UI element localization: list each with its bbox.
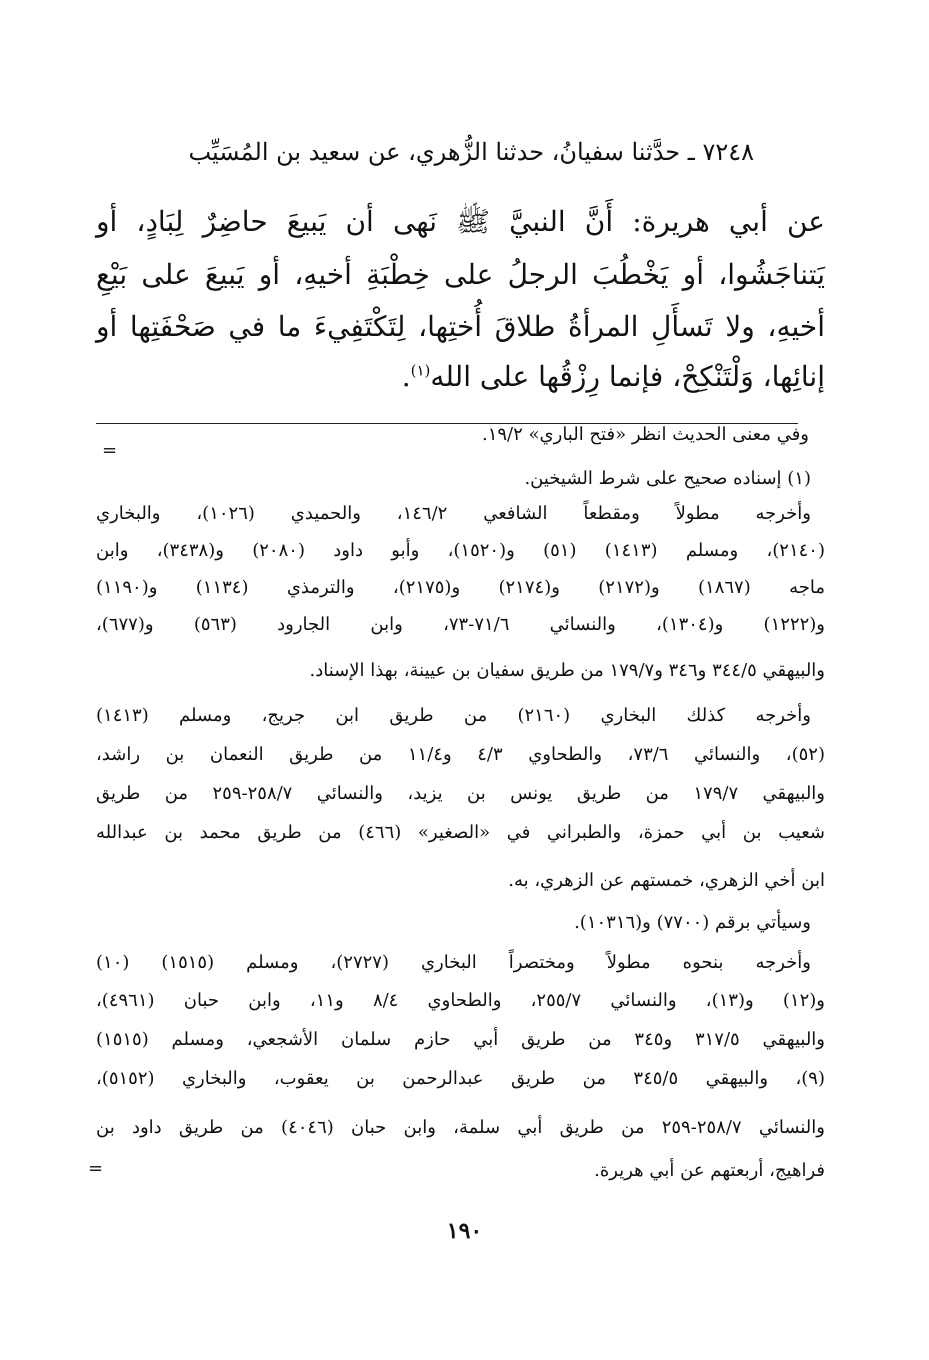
footnote-line: ابن أخي الزهري، خمستهم عن الزهري، به. [508,870,825,891]
hadith-line-4: أخيهِ، ولا تَسأَلِ المرأةُ طلاقَ أُختِها، لِتَكْتَفِيءَ ما في صَحْفَتِها أو [96,310,825,343]
hadith-line-5 [340,360,825,393]
footnote-line: شعيب بن أبي حمزة، والطبراني في «الصغير» (٤٦٦) من طريق محمد بن عبدالله [96,822,825,843]
footnote-line: وأخرجه كذلك البخاري (٢١٦٠) من طريق ابن جريج، ومسلم (١٤١٣) [96,705,811,726]
footnote-line: (٢١٤٠)، ومسلم (١٤١٣) (٥١) و(١٥٢٠)، وأبو داود (٢٠٨٠) و(٣٤٣٨)، وابن [96,540,825,561]
footnote-line: و(١٢٢٢) و(١٣٠٤)، والنسائي ٧١/٦-٧٣، وابن الجارود (٥٦٣) و(٦٧٧)، [96,614,825,635]
footnote-line: والبيهقي ٣٤٤/٥ و٣٤٦ و١٧٩/٧ من طريق سفيان بن عيينة، بهذا الإسناد. [309,660,825,681]
footnote-line: ماجه (١٨٦٧) و(٢١٧٢) و(٢١٧٤) و(٢١٧٥)، والترمذي (١١٣٤) و(١١٩٠) [96,577,825,598]
footnote-line: فراهيج، أربعتهم عن أبي هريرة. [594,1160,825,1181]
hadith-line-2: عن أبي هريرة: أَنَّ النبيَّ ﷺ نَهى أن يَبيعَ حاضِرٌ لِبَادٍ، أو [96,205,825,238]
footnote-1-heading: (١) إسناده صحيح على شرط الشيخين. [524,468,811,489]
footnote-reference: (١) [410,361,431,380]
footnote-line: والبيهقي ٣١٧/٥ و٣٤٥ من طريق أبي حازم سلمان الأشجعي، ومسلم (١٥١٥) [96,1029,825,1050]
footnote-line: (٩)، والبيهقي ٣٤٥/٥ من طريق عبدالرحمن بن يعقوب، والبخاري (٥١٥٢)، [96,1068,825,1089]
hadith-line-5-text: إنائِها، وَلْتَنْكِحْ، فإنما رِزْقُها على الله [430,360,825,393]
hadith-line-5-end: . [401,360,411,393]
continuation-mark-bottom: = [88,1158,104,1179]
footnote-line: وأخرجه بنحوه مطولاً ومختصراً البخاري (٢٧٢٧)، ومسلم (١٥١٥) (١٠) [96,952,811,973]
continued-footnote: وفي معنى الحديث انظر «فتح الباري» ١٩/٢. [481,424,809,445]
hadith-line-1: ٧٢٤٨ ـ حدَّثنا سفيانُ، حدثنا الزُّهري، عن سعيد بن المُسَيِّب [188,138,754,166]
hadith-line-3: يَتناجَشُوا، أو يَخْطُبَ الرجلُ على خِطْبَةِ أخيهِ، أو يَبيعَ على بَيْعِ [96,258,825,291]
footnote-line: والبيهقي ١٧٩/٧ من طريق يونس بن يزيد، والنسائي ٢٥٨/٧-٢٥٩ من طريق [96,783,826,804]
footnote-line: وأخرجه مطولاً ومقطعاً الشافعي ١٤٦/٢، والحميدي (١٠٢٦)، والبخاري [96,503,811,524]
footnote-line: والنسائي ٢٥٨/٧-٢٥٩ من طريق أبي سلمة، وابن حبان (٤٠٤٦) من طريق داود بن [96,1117,825,1138]
continuation-mark-top: = [102,440,118,461]
page-number: ١٩٠ [446,1218,483,1244]
footnote-line: (٥٢)، والنسائي ٧٣/٦، والطحاوي ٤/٣ و١١/٤ من طريق النعمان بن راشد، [96,744,825,765]
footnote-line: و(١٢) و(١٣)، والنسائي ٢٥٥/٧، والطحاوي ٨/٤ و١١، وابن حبان (٤٩٦١)، [96,990,825,1011]
footnote-line: وسيأتي برقم (٧٧٠٠) و(١٠٣١٦). [574,912,811,933]
